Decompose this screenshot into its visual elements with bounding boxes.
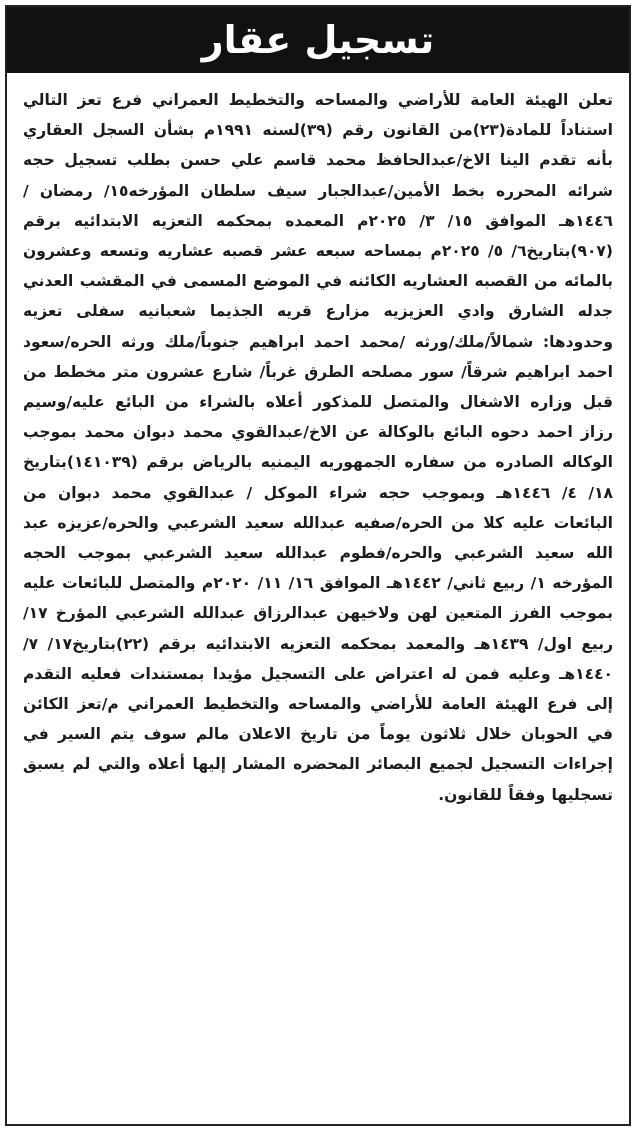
notice-title: تسجيل عقار — [201, 18, 435, 62]
notice-header — [7, 7, 629, 73]
notice-body: تعلن الهيئة العامة للأراضي والمساحه والتخطيط العمراني فرع تعز التالي استناداً للمادة(٢٣)من القانون رقم (٣٩)لسنه ١٩٩١م بشأن السجل العقاري بأنه تقدم الينا الاخ/عبدالحافظ محمد قاسم علي حسن بطلب تسجيل حجه شرائه المحرره بخط الأمين/عبدالجبار سيف سلطان المؤرخه١٥/ رمضان /١٤٤٦هـ الموافق ١٥/ ٣/ ٢٠٢٥م المعمده بمحكمه التعزيه الابتدائيه برقم (٩٠٧)بتاريخ٦/ ٥/ ٢٠٢٥م بمساحه سبعه عشر قصبه عشاريه وتسعه وعشرون بالمائه من القصبه العشاريه الكائنه في الموضع المسمى في المقشب العدني جدله الشارق وادي العزيزيه مزارع قريه الجذيما شعبانيه سفلى تعزيه وحدودها: شمالاً/ملك/ورثه /محمد احمد ابراهيم جنوباً/ملك ورثه الحره/سعود احمد ابراهيم شرقاً/ سور مصلحه الطرق غرباً/ شارع عشرون متر مخطط من قبل وزاره الاشغال والمتصل للمذكور أعلاه بالشراء من البائع عليه/وسيم رزاز احمد دحوه البائع بالوكالة عن الاخ/عبدالقوي محمد دبوان محمد بموجب الوكاله الصادره من سفاره الجمهوريه اليمنيه بالرياض برقم (١٤١٠٣٩)بتاريخ ١٨/ ٤/ ١٤٤٦هـ وبموجب حجه شراء الموكل / عبدالقوي محمد دبوان من البائعات عليه كلا من الحره/صفيه عبدالله سعيد الشرعبي والحره/عزيزه عبد الله سعيد الشرعبي والحره/فطوم عبدالله سعيد الشرعبي بموجب الحجه المؤرخه ١/ ربيع ثاني/ ١٤٤٢هـ الموافق ١٦/ ١١/ ٢٠٢٠م والمتصل للبائعات عليه بموجب الفرز المتعين لهن ولاخيهن عبدالرزاق عبدالله الشرعبي المؤرخ ١٧/ ربيع اول/ ١٤٣٩هـ والمعمد بمحكمه التعزيه الابتدائيه برقم (٢٢)بتاريخ١٧/ ٧/ ١٤٤٠هـ وعليه فمن له اعتراض على التسجيل مؤيدا بمستندات فعليه التقدم إلى فرع الهيئة العامة للأراضي والمساحه والتخطيط العمراني م/تعز الكائن في الحوبان خلال ثلاثون يوماً من تاريخ الاعلان مالم سوف يتم السير في إجراءات التسجيل لجميع البصائر المحضره المشار إليها أعلاه والتي لم يسبق تسجليها وفقاً للقانون. — [23, 91, 613, 804]
property-registration-notice — [5, 5, 631, 1126]
